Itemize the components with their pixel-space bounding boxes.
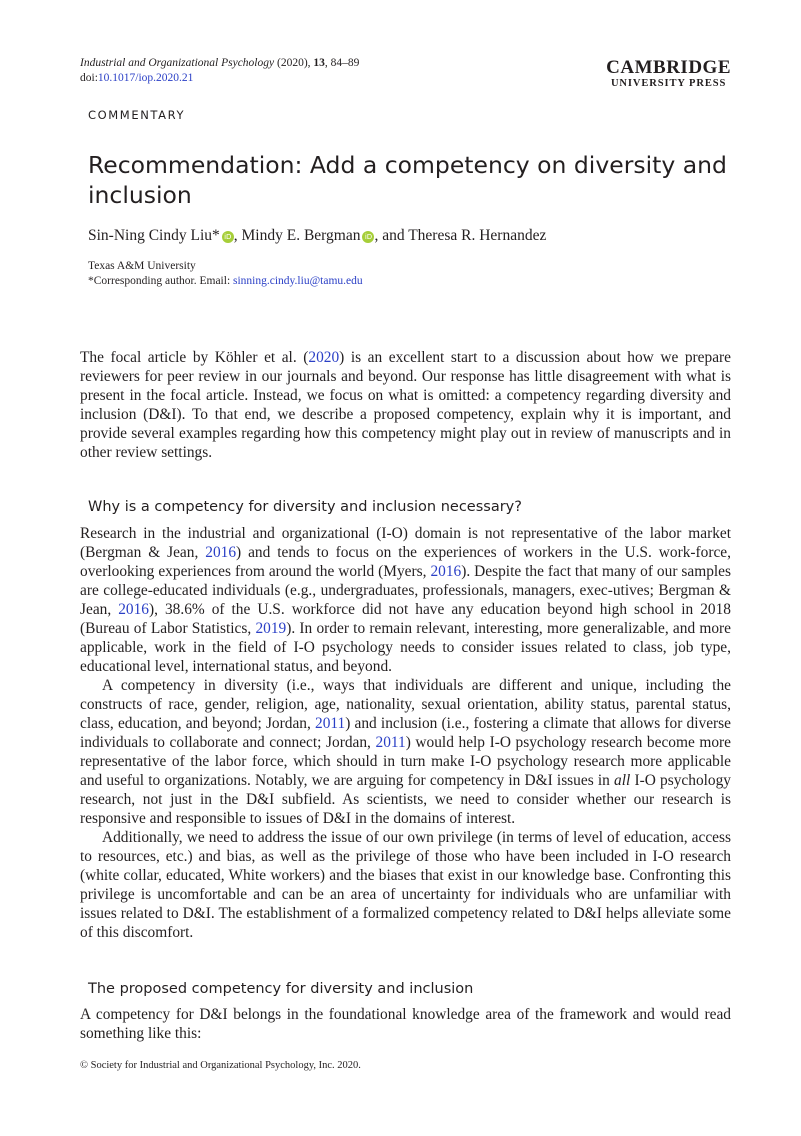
- paragraph: [80, 676, 731, 828]
- text-run: The focal article by Köhler et al. (: [80, 349, 309, 366]
- author-3: , and Theresa R. Hernandez: [374, 227, 547, 244]
- text-run: ) is an excellent start to a discussion about how we prepare reviewers for peer review in our journals and beyond. Our response has little disagreement with what is present in the focal article. Instead, we focus on what is omitted: a competency regarding diversity and inclusion (D&I). To that end, we describe a proposed competency, explain why it is important, and provide several examples regarding how this competency might play out in review of manuscripts and in other review settings.: [80, 349, 731, 461]
- volume: 13: [313, 57, 325, 69]
- email-link[interactable]: sinning.cindy.liu@tamu.edu: [233, 275, 363, 287]
- author-list: [88, 227, 546, 245]
- section-heading: Why is a competency for diversity and inclusion necessary?: [88, 499, 522, 515]
- affiliation: Texas A&M University: [88, 260, 196, 272]
- text-run: ), 38.6% of the U.S. workforce did not have any education beyond high school in 2018 (Bureau of Labor Statistics,: [80, 601, 731, 637]
- orcid-icon[interactable]: iD: [222, 231, 234, 243]
- article-title: Recommendation: Add a competency on diversity and inclusion: [88, 151, 727, 209]
- author-2: , Mindy E. Bergman: [233, 227, 361, 244]
- publisher-logo: [606, 58, 731, 90]
- citation-link[interactable]: 2016: [205, 544, 237, 561]
- section-1-body: [80, 524, 731, 942]
- intro-body: [80, 348, 731, 462]
- text-run: ) would help I-O psychology research become more representative of the labor force, which should in turn make I-O psychology research more applicable and useful to organizations. Notably, we are arguing for competency in D&I issues in: [80, 734, 731, 789]
- text-run: ) and inclusion (i.e., fostering a climate that allows for diverse individuals to collaborate and connect; Jordan,: [80, 715, 731, 751]
- citation-link[interactable]: 2020: [308, 349, 340, 366]
- text-run: ) and tends to focus on the experiences of workers in the U.S. work-force, overlooking experiences from around the world (Myers,: [80, 544, 731, 580]
- citation-link[interactable]: 2016: [430, 563, 462, 580]
- citation-link[interactable]: 2011: [375, 734, 406, 751]
- text-run: A competency for D&I belongs in the foundational knowledge area of the framework and would read something like this:: [80, 1006, 731, 1042]
- copyright-footer: © Society for Industrial and Organizational Psychology, Inc. 2020.: [80, 1060, 361, 1071]
- paragraph: [80, 524, 731, 676]
- text-run: Research in the industrial and organizational (I-O) domain is not representative of the labor market (Bergman & Jean,: [80, 525, 731, 561]
- text-run: Additionally, we need to address the issue of our own privilege (in terms of level of education, access to resources, etc.) and bias, as well as the privilege of those who have been included in I-O research (white collar, educated, White workers) and the biases that exist in our knowledge base. Confronting this privilege is uncomfortable and can be an area of uncertainty for individuals who are unfamiliar with issues related to D&I. The establishment of a formalized competency related to D&I helps alleviate some of this discomfort.: [80, 829, 731, 941]
- section-2-body: [80, 1005, 731, 1043]
- text-run: I-O psychology research, not just in the D&I subfield. As scientists, we need to consider whether our research is responsive and responsible to issues of D&I in the domains of interest.: [80, 772, 732, 827]
- author-1: Sin-Ning Cindy Liu*: [88, 227, 220, 244]
- article-type: COMMENTARY: [88, 108, 186, 122]
- text-run: ). Despite the fact that many of our samples are college-educated individuals (e.g., undergraduates, professionals, managers, exec-utives; Bergman & Jean,: [80, 563, 731, 618]
- pages: , 84–89: [324, 57, 360, 69]
- affiliation-block: [88, 259, 363, 289]
- corresponding-label: *Corresponding author. Email:: [88, 275, 234, 287]
- logo-line-2: UNIVERSITY PRESS: [610, 78, 727, 89]
- text-run: A competency in diversity (i.e., ways that individuals are different and unique, including the constructs of race, gender, religion, age, nationality, sexual orientation, ability status, parental status, class, education, and beyond; Jordan,: [80, 677, 731, 732]
- doi-link[interactable]: 10.1017/iop.2020.21: [97, 72, 194, 84]
- text-run: ). In order to remain relevant, interesting, more generalizable, and more applicable, work in the field of I-O psychology needs to consider issues related to class, job type, educational level, international status, and beyond.: [80, 620, 731, 675]
- text-run: all: [614, 772, 631, 789]
- citation-link[interactable]: 2011: [315, 715, 346, 732]
- orcid-icon[interactable]: iD: [362, 231, 374, 243]
- paragraph: [80, 1005, 731, 1043]
- citation-year: (2020),: [274, 57, 314, 69]
- paragraph: [80, 828, 731, 942]
- section-heading: The proposed competency for diversity and inclusion: [88, 981, 474, 997]
- paragraph: [80, 348, 731, 462]
- citation-link[interactable]: 2019: [255, 620, 287, 637]
- citation-link[interactable]: 2016: [118, 601, 149, 618]
- journal-citation: [80, 56, 359, 86]
- logo-line-1: CAMBRIDGE: [606, 57, 731, 78]
- doi-prefix: doi:: [80, 72, 98, 84]
- journal-name: Industrial and Organizational Psychology: [80, 57, 275, 69]
